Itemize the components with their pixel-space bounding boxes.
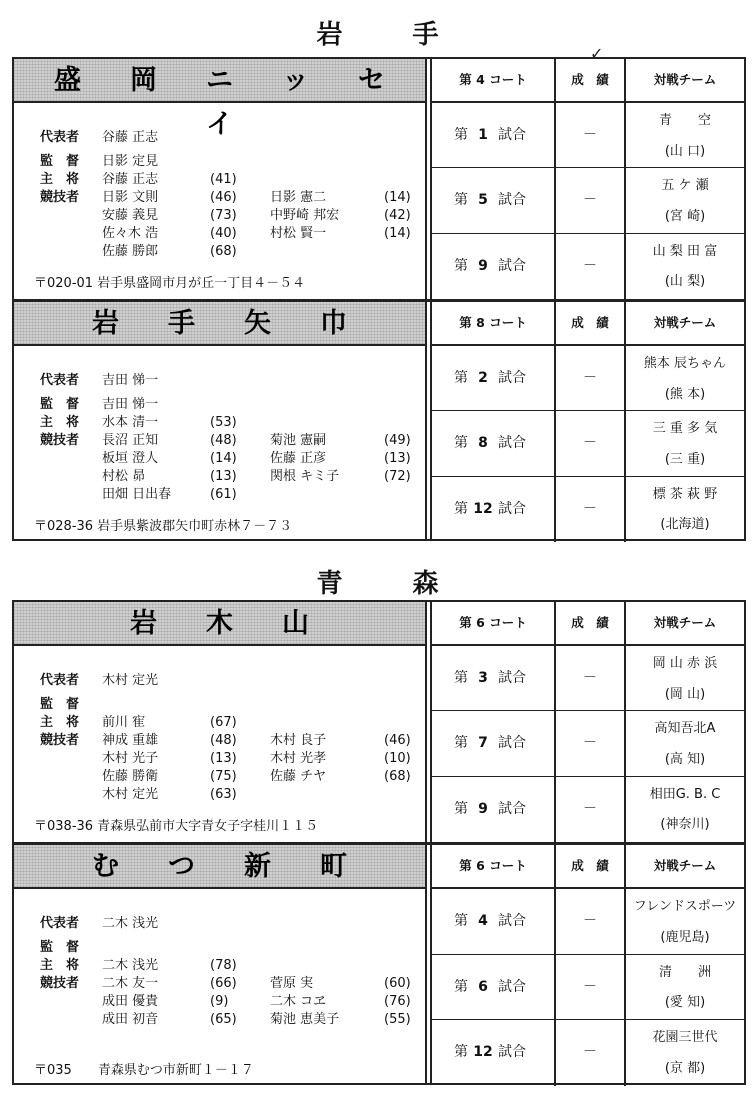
match-prefix: 第 [454, 192, 468, 209]
team-name-char: 山 [282, 608, 309, 639]
match-row [432, 646, 744, 711]
player-age: (65) [210, 1012, 237, 1027]
player-age: (49) [384, 433, 411, 448]
opponent-team [626, 477, 744, 542]
team-name-char: 岩 [92, 308, 119, 339]
match-number [432, 889, 556, 955]
match-number [432, 234, 556, 299]
representative-name: 谷藤 正志 [102, 130, 159, 145]
opponent-name: 相田G. B. C [649, 786, 721, 802]
match-number [432, 477, 556, 542]
opponent-header: 対戦チーム [653, 615, 717, 630]
player-name: 成田 優貴 [102, 994, 159, 1009]
opponent-name: 青 空 [658, 113, 711, 128]
match-num: 8 [478, 435, 488, 452]
match-suffix: 試合 [498, 1044, 526, 1061]
player-name: 村松 賢一 [270, 226, 327, 241]
match-row [432, 711, 744, 776]
opponent-team [626, 168, 744, 233]
match-prefix: 第 [454, 370, 468, 386]
match-row [432, 346, 744, 411]
schedule-header [432, 59, 744, 103]
match-result: － [556, 889, 626, 955]
manager-name: 日影 定見 [102, 154, 159, 169]
team-name-char: ニ [206, 65, 233, 96]
match-num: 9 [478, 800, 488, 817]
opponent-name: フレンドスポーツ [633, 899, 737, 914]
players-label: 競技者 [40, 433, 80, 448]
iwate-section [12, 57, 746, 541]
team-name-char: 盛 [54, 65, 81, 96]
captain-label: 主 将 [40, 415, 80, 430]
match-suffix: 試合 [498, 978, 526, 995]
player-name: 佐藤 正彦 [270, 451, 327, 466]
player-name: 木村 光子 [102, 751, 159, 766]
opponent-name: 花園三世代 [652, 1030, 718, 1046]
team-name-char: つ [168, 851, 195, 882]
opponent-name: 標 茶 萩 野 [652, 486, 718, 502]
prefecture-title-aomori [0, 563, 755, 600]
player-age: (61) [210, 487, 237, 502]
match-number [432, 777, 556, 842]
team-name-char: イ [206, 109, 233, 140]
player-age: (46) [210, 190, 237, 205]
player-name: 木村 定光 [102, 787, 159, 802]
result-header: 成 績 [556, 602, 626, 644]
player-age: (46) [384, 733, 411, 748]
handwritten-check-mark: ✓ [590, 44, 604, 63]
player-age: (55) [384, 1012, 411, 1027]
result-header: 成 績 [556, 59, 626, 101]
player-name: 日影 憲二 [270, 190, 327, 205]
team-block [14, 842, 744, 1083]
opponent-team [626, 234, 744, 299]
player-age: (48) [210, 733, 237, 748]
player-name: 二木 コヱ [270, 994, 327, 1009]
team-roster [14, 646, 425, 842]
match-number [432, 1020, 556, 1086]
match-num: 3 [478, 670, 488, 686]
team-block [14, 59, 744, 299]
representative-name: 木村 定光 [102, 673, 159, 688]
team-name-char: 新 [244, 851, 271, 882]
match-number [432, 955, 556, 1021]
match-prefix: 第 [454, 435, 468, 452]
player-name: 関根 キミ子 [270, 469, 340, 484]
match-suffix: 試合 [498, 192, 526, 209]
match-prefix: 第 [454, 500, 468, 517]
match-prefix: 第 [454, 670, 468, 686]
team-name-char: 矢 [244, 308, 271, 339]
team-name-banner [14, 302, 425, 346]
player-name: 佐々木 浩 [102, 226, 159, 241]
representative-label: 代表者 [40, 373, 80, 388]
court-header: 第 6 コート [432, 845, 556, 887]
team-address: 〒020-01 岩手県盛岡市月が丘一丁目４－５４ [34, 276, 306, 291]
team-name-banner [14, 602, 425, 646]
team-name-char: む [92, 851, 119, 882]
player-age: (13) [210, 751, 237, 766]
opponent-header: 対戦チーム [653, 72, 717, 87]
opponent-team [626, 889, 744, 955]
team-info-panel [14, 602, 427, 842]
match-suffix: 試合 [498, 257, 526, 274]
player-age: (48) [210, 433, 237, 448]
player-name: 長沼 正知 [102, 433, 159, 448]
result-header: 成 績 [556, 845, 626, 887]
opponent-name: 熊本 辰ちゃん [643, 356, 727, 371]
match-num: 7 [478, 735, 488, 752]
opponent-team [626, 711, 744, 776]
player-age: (68) [210, 244, 237, 259]
schedule-header [432, 302, 744, 346]
schedule-header [432, 845, 744, 889]
opponent-prefecture: (山 梨) [664, 274, 706, 290]
court-header: 第 6 コート [432, 602, 556, 644]
match-number [432, 168, 556, 233]
match-row [432, 777, 744, 842]
opponent-team [626, 777, 744, 842]
match-result: － [556, 1020, 626, 1086]
player-name: 菊池 憲嗣 [270, 433, 327, 448]
opponent-team [626, 103, 744, 168]
captain-name: 前川 寉 [102, 715, 146, 730]
match-num: 9 [478, 257, 488, 274]
team-name-char: 町 [320, 851, 347, 882]
representative-name: 二木 浅光 [102, 916, 159, 931]
match-row [432, 955, 744, 1021]
player-name: 菅原 実 [270, 976, 314, 991]
player-name: 田畑 日出春 [102, 487, 172, 502]
player-age: (14) [210, 451, 237, 466]
match-suffix: 試合 [498, 735, 526, 752]
team-name-char: セ [358, 65, 385, 96]
match-schedule-panel [432, 59, 744, 299]
manager-name: 吉田 悌一 [102, 397, 159, 412]
representative-name: 吉田 悌一 [102, 373, 159, 388]
player-age: (14) [384, 190, 411, 205]
player-name: 中野崎 邦宏 [270, 208, 340, 223]
opponent-prefecture: (京 都) [664, 1061, 706, 1077]
player-name: 成田 初音 [102, 1012, 159, 1027]
match-suffix: 試合 [498, 435, 526, 452]
match-num: 4 [478, 913, 488, 929]
match-result: － [556, 777, 626, 842]
team-name-char: 岩 [130, 608, 157, 639]
match-result: － [556, 477, 626, 542]
opponent-prefecture: (熊 本) [664, 386, 706, 402]
manager-label: 監 督 [40, 154, 80, 169]
opponent-name: 高知吾北A [654, 721, 716, 737]
match-result: － [556, 646, 626, 711]
captain-name: 谷藤 正志 [102, 172, 159, 187]
team-address: 〒028-36 岩手県紫波郡矢巾町赤林７－７３ [34, 519, 293, 534]
opponent-name: 山 梨 田 富 [652, 243, 718, 259]
player-age: (40) [210, 226, 237, 241]
team-name-banner [14, 845, 425, 889]
opponent-prefecture: (岡 山) [664, 686, 706, 702]
match-prefix: 第 [454, 257, 468, 274]
player-age: (76) [384, 994, 411, 1009]
manager-label: 監 督 [40, 940, 80, 955]
match-prefix: 第 [454, 978, 468, 995]
match-suffix: 試合 [498, 500, 526, 517]
team-address: 〒038-36 青森県弘前市大字青女子字桂川１１５ [34, 819, 319, 834]
schedule-header [432, 602, 744, 646]
player-age: (73) [210, 208, 237, 223]
match-row [432, 234, 744, 299]
opponent-prefecture: (神奈川) [660, 817, 710, 833]
team-name [14, 602, 425, 646]
match-suffix: 試合 [498, 913, 526, 929]
opponent-name: 三 重 多 気 [652, 421, 718, 437]
manager-label: 監 督 [40, 397, 80, 412]
team-name-char: ッ [282, 65, 309, 96]
opponent-prefecture: (高 知) [664, 751, 706, 767]
match-prefix: 第 [454, 1044, 468, 1061]
player-name: 木村 光孝 [270, 751, 327, 766]
match-suffix: 試合 [498, 370, 526, 386]
team-name [14, 302, 425, 346]
match-row [432, 889, 744, 955]
player-name: 安藤 義見 [102, 208, 159, 223]
match-number [432, 411, 556, 476]
match-suffix: 試合 [498, 800, 526, 817]
opponent-prefecture: (三 重) [664, 451, 706, 467]
team-info-panel [14, 302, 427, 539]
opponent-name: 五 ケ 瀬 [661, 178, 709, 194]
team-name [14, 845, 425, 889]
team-name-char: 岡 [130, 65, 157, 96]
court-header: 第 8 コート [432, 302, 556, 344]
opponent-team [626, 646, 744, 711]
team-name-char: 手 [168, 308, 195, 339]
team-roster [14, 346, 425, 542]
team-roster [14, 103, 425, 299]
player-age: (9) [210, 994, 229, 1009]
team-block [14, 299, 744, 539]
player-name: 板垣 澄人 [102, 451, 159, 466]
player-name: 佐藤 勝郎 [102, 244, 159, 259]
match-row [432, 103, 744, 168]
match-number [432, 711, 556, 776]
match-prefix: 第 [454, 127, 468, 143]
player-age: (63) [210, 787, 237, 802]
match-schedule-panel [432, 302, 744, 539]
match-row [432, 411, 744, 476]
match-row [432, 1020, 744, 1086]
captain-age: (53) [210, 415, 237, 430]
match-num: 12 [473, 500, 493, 517]
opponent-prefecture: (鹿児島) [660, 929, 710, 945]
match-result: － [556, 234, 626, 299]
captain-label: 主 将 [40, 172, 80, 187]
team-block [14, 602, 744, 842]
match-schedule-panel [432, 602, 744, 842]
match-row [432, 168, 744, 233]
opponent-team [626, 411, 744, 476]
player-name: 木村 良子 [270, 733, 327, 748]
opponent-name: 岡 山 赤 浜 [652, 656, 718, 671]
match-number [432, 346, 556, 411]
captain-name: 二木 浅光 [102, 958, 159, 973]
opponent-prefecture: (北海道) [660, 517, 710, 533]
result-header: 成 績 [556, 302, 626, 344]
match-result: － [556, 168, 626, 233]
prefecture-title-aomori-text: 青 森 [316, 569, 461, 599]
team-roster [14, 889, 425, 1086]
opponent-header: 対戦チーム [653, 315, 717, 330]
opponent-name: 清 洲 [658, 964, 711, 980]
player-name: 佐藤 勝衛 [102, 769, 159, 784]
player-age: (10) [384, 751, 411, 766]
match-number [432, 103, 556, 168]
player-age: (60) [384, 976, 411, 991]
player-age: (13) [384, 451, 411, 466]
opponent-team [626, 955, 744, 1021]
team-name-char: 木 [206, 608, 233, 639]
match-num: 12 [473, 1044, 493, 1061]
match-num: 6 [478, 978, 488, 995]
prefecture-title-iwate [0, 14, 755, 51]
player-age: (68) [384, 769, 411, 784]
player-age: (42) [384, 208, 411, 223]
match-result: － [556, 346, 626, 411]
prefecture-title-iwate-text: 岩 手 [316, 20, 461, 50]
captain-age: (78) [210, 958, 237, 973]
player-age: (66) [210, 976, 237, 991]
match-num: 1 [478, 127, 488, 143]
match-suffix: 試合 [498, 127, 526, 143]
representative-label: 代表者 [40, 673, 80, 688]
player-name: 神成 重雄 [102, 733, 159, 748]
opponent-team [626, 346, 744, 411]
captain-label: 主 将 [40, 958, 80, 973]
match-result: － [556, 955, 626, 1021]
players-label: 競技者 [40, 733, 80, 748]
opponent-prefecture: (宮 崎) [664, 208, 706, 224]
captain-age: (67) [210, 715, 237, 730]
aomori-section [12, 600, 746, 1085]
team-name-char: 巾 [320, 308, 347, 339]
opponent-prefecture: (山 口) [664, 143, 706, 159]
captain-label: 主 将 [40, 715, 80, 730]
player-age: (72) [384, 469, 411, 484]
match-suffix: 試合 [498, 670, 526, 686]
match-result: － [556, 411, 626, 476]
player-name: 菊池 恵美子 [270, 1012, 340, 1027]
team-info-panel [14, 845, 427, 1083]
match-row [432, 477, 744, 542]
team-info-panel [14, 59, 427, 299]
representative-label: 代表者 [40, 130, 80, 145]
player-name: 二木 友一 [102, 976, 159, 991]
players-label: 競技者 [40, 190, 80, 205]
player-age: (13) [210, 469, 237, 484]
player-name: 日影 文則 [102, 190, 159, 205]
opponent-team [626, 1020, 744, 1086]
player-name: 佐藤 チヤ [270, 769, 327, 784]
match-num: 5 [478, 192, 488, 209]
match-schedule-panel [432, 845, 744, 1083]
match-prefix: 第 [454, 735, 468, 752]
opponent-header: 対戦チーム [653, 858, 717, 873]
player-age: (14) [384, 226, 411, 241]
player-age: (75) [210, 769, 237, 784]
match-prefix: 第 [454, 913, 468, 929]
match-result: － [556, 711, 626, 776]
captain-age: (41) [210, 172, 237, 187]
representative-label: 代表者 [40, 916, 80, 931]
team-address: 〒035 青森県むつ市新町１－１７ [34, 1063, 254, 1078]
match-result: － [556, 103, 626, 168]
player-name: 村松 昴 [102, 469, 146, 484]
match-number [432, 646, 556, 711]
court-header: 第 4 コート [432, 59, 556, 101]
captain-name: 水本 清一 [102, 415, 159, 430]
match-num: 2 [478, 370, 488, 386]
match-prefix: 第 [454, 800, 468, 817]
opponent-prefecture: (愛 知) [664, 995, 706, 1011]
manager-label: 監 督 [40, 697, 80, 712]
players-label: 競技者 [40, 976, 80, 991]
